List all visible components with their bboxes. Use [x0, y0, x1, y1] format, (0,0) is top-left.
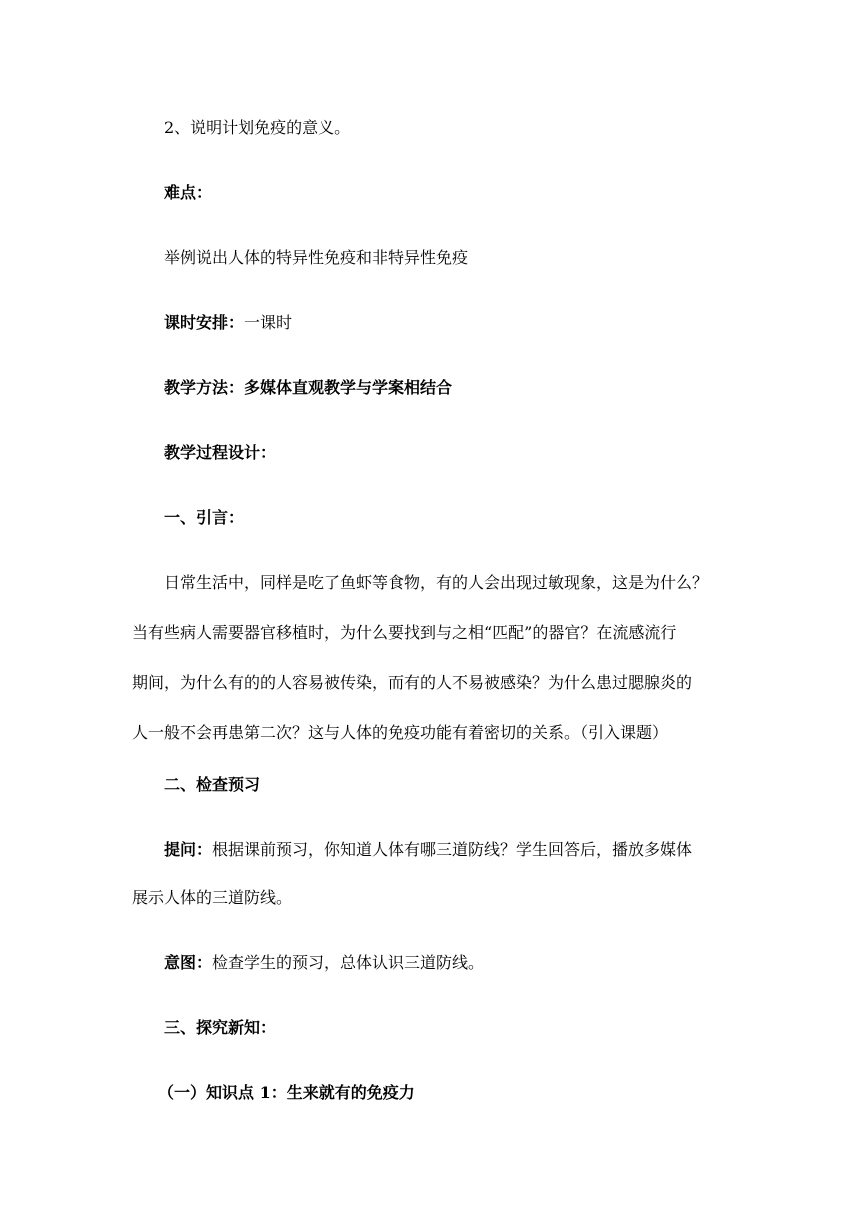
intent-text: 检查学生的预习，总体认识三道防线。	[212, 953, 485, 972]
difficulty-text: 举例说出人体的特异性免疫和非特异性免疫	[164, 248, 469, 267]
intro-line-2: 当有些病人需要器官移植时，为什么要找到与之相“匹配”的器官？在流感流行	[132, 623, 677, 642]
section-3-heading: 三、探究新知：	[164, 1018, 277, 1037]
objective-line: 2、说明计划免疫的意义。	[164, 118, 351, 137]
knowledge-point-heading: （一）知识点 1：生来就有的免疫力	[158, 1083, 415, 1102]
intro-line-4: 人一般不会再患第二次？这与人体的免疫功能有着密切的关系。（引入课题）	[132, 723, 669, 742]
intro-paragraph	[132, 573, 742, 773]
process-heading: 教学过程设计：	[164, 443, 277, 462]
method-line: 教学方法：多媒体直观教学与学案相结合	[164, 378, 453, 397]
intent-line	[164, 953, 774, 973]
schedule-line	[164, 313, 774, 333]
intro-line-1: 日常生活中，同样是吃了鱼虾等食物，有的人会出现过敏现象，这是为什么？	[164, 573, 709, 592]
question-label: 提问：	[164, 840, 213, 859]
question-line-2: 展示人体的三道防线。	[132, 888, 293, 907]
question-text: 根据课前预习，你知道人体有哪三道防线？学生回答后，播放多媒体	[212, 840, 693, 859]
intro-line-3: 期间，为什么有的的人容易被传染，而有的人不易被感染？为什么患过腮腺炎的	[132, 673, 693, 692]
section-1-heading: 一、引言：	[164, 508, 245, 527]
question-line-1	[164, 840, 774, 860]
intent-label: 意图：	[164, 953, 213, 972]
schedule-value: 一课时	[244, 313, 293, 332]
schedule-label: 课时安排：	[164, 313, 245, 332]
difficulty-heading: 难点：	[164, 183, 213, 202]
section-2-heading: 二、检查预习	[164, 775, 261, 794]
